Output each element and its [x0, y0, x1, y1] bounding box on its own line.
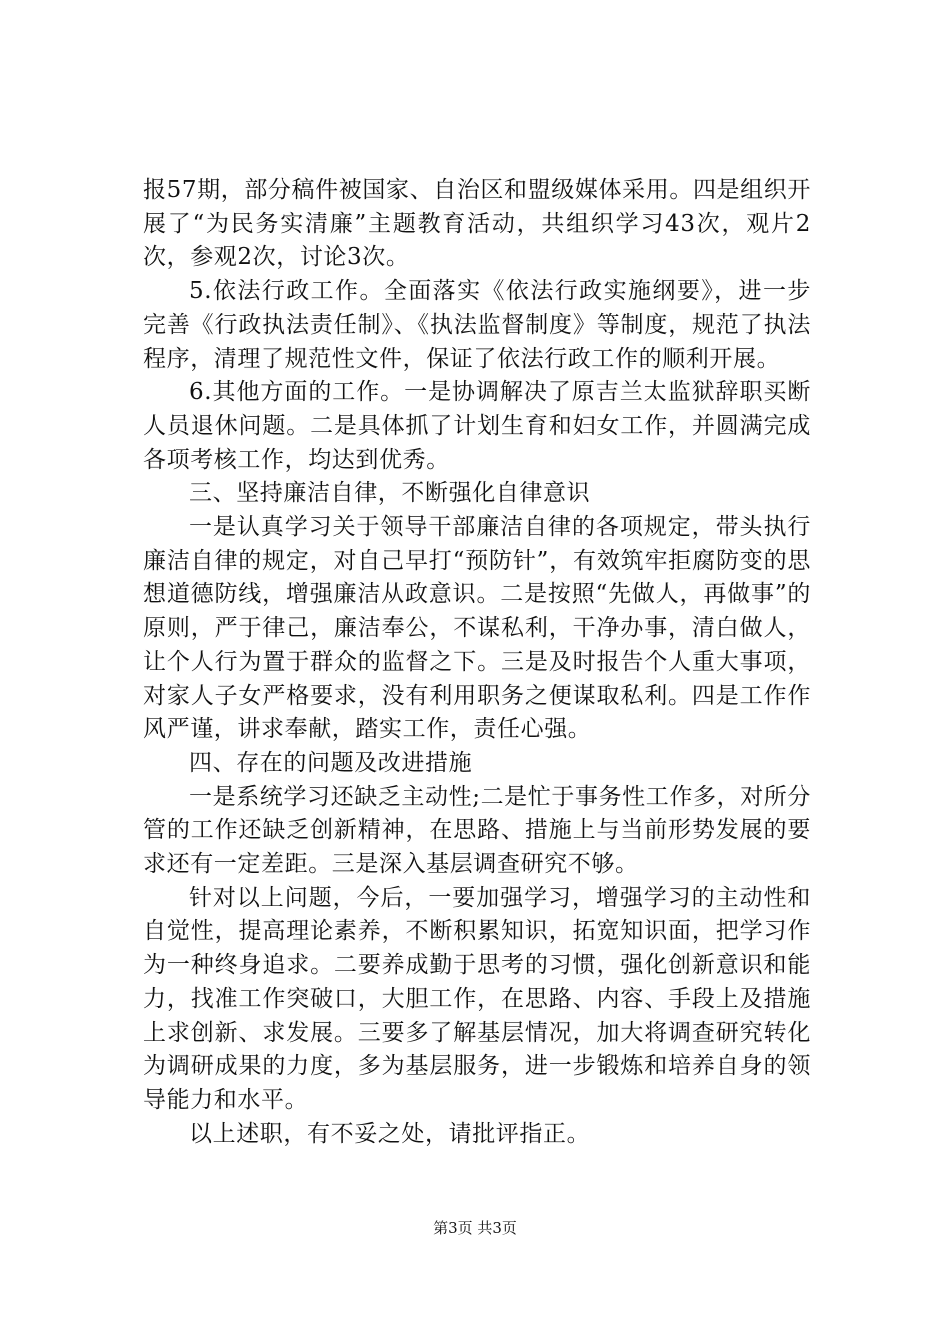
paragraph-other-work: 6.其他方面的工作。一是协调解决了原吉兰太监狱辞职买断人员退休问题。二是具体抓了计划生育和妇女工作，并圆满完成各项考核工作，均达到优秀。	[143, 379, 811, 473]
paragraph-problems: 一是系统学习还缺乏主动性;二是忙于事务性工作多，对所分管的工作还缺乏创新精神，在思路、措施上与当前形势发展的要求还有一定差距。三是深入基层调查研究不够。	[143, 783, 811, 878]
paragraph-law-administration: 5.依法行政工作。全面落实《依法行政实施纲要》，进一步完善《行政执法责任制》、《执法监督制度》等制度，规范了执法程序，清理了规范性文件，保证了依法行政工作的顺利开展。	[143, 278, 811, 372]
paragraph-closing: 以上述职，有不妥之处，请批评指正。	[189, 1120, 591, 1147]
paragraph-improvements: 针对以上问题，今后，一要加强学习，增强学习的主动性和自觉性，提高理论素养，不断积累知识，拓宽知识面，把学习作为一种终身追求。二要养成勤于思考的习惯，强化创新意识和能力，找准工作突破口，大胆工作，在思路、内容、手段上及措施上求创新、求发展。三要多了解基层情况，加大将调查研究转化为调研成果的力度，多为基层服务，进一步锻炼和培养自身的领导能力和水平。	[143, 884, 811, 1113]
section-heading-integrity: 三、坚持廉洁自律，不断强化自律意识	[189, 480, 591, 507]
document-body	[143, 174, 811, 1151]
paragraph-integrity: 一是认真学习关于领导干部廉洁自律的各项规定，带头执行廉洁自律的规定，对自己早打“预防针”，有效筑牢拒腐防变的思想道德防线，增强廉洁从政意识。二是按照“先做人，再做事”的原则，严于律己，廉洁奉公，不谋私利，干净办事，清白做人，让个人行为置于群众的监督之下。三是及时报告个人重大事项，对家人子女严格要求，没有利用职务之便谋取私利。四是工作作风严谨，讲求奉献，踏实工作，责任心强。	[143, 514, 811, 743]
page-footer: 第3页 共3页	[433, 1219, 517, 1237]
paragraph-continuation: 报57期，部分稿件被国家、自治区和盟级媒体采用。四是组织开展了“为民务实清廉”主题教育活动，共组织学习43次，观片2次，参观2次，讨论3次。	[143, 177, 811, 271]
section-heading-problems: 四、存在的问题及改进措施	[189, 749, 473, 776]
